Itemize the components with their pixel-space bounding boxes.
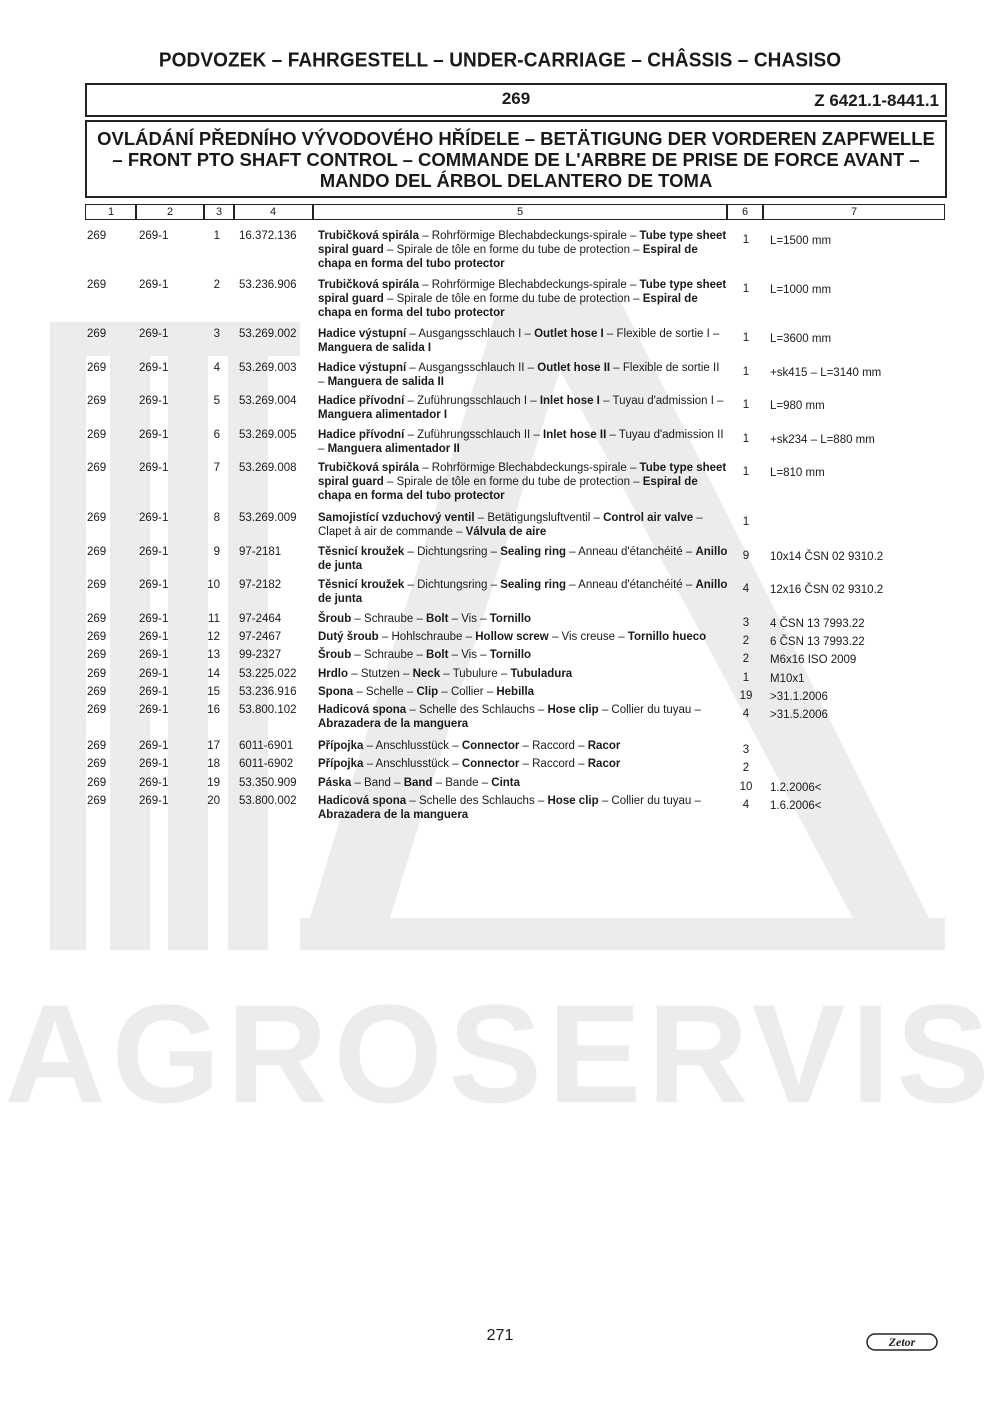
row-subgroup: 269-1 bbox=[139, 512, 169, 524]
section-title-box bbox=[85, 120, 947, 198]
column-header-7: 7 bbox=[763, 204, 945, 220]
description-term: Válvula de aire bbox=[465, 526, 547, 538]
zetor-logo-text: Zetor bbox=[888, 1335, 916, 1349]
description-text: – Bande – bbox=[432, 777, 492, 789]
row-part-number: 53.269.002 bbox=[239, 328, 297, 340]
row-note: +sk415 – L=3140 mm bbox=[770, 367, 882, 379]
description-term: Páska bbox=[318, 777, 352, 789]
description-term: Hadice výstupní bbox=[318, 362, 407, 374]
description-term: Cinta bbox=[491, 777, 521, 789]
row-quantity: 10 bbox=[739, 781, 753, 793]
description-term: Trubičková spirála bbox=[318, 230, 419, 242]
model-code: Z 6421.1-8441.1 bbox=[814, 91, 939, 110]
description-term: Přípojka bbox=[318, 758, 364, 770]
row-part-number: 97-2181 bbox=[239, 546, 282, 558]
description-term: Hadice výstupní bbox=[318, 328, 407, 340]
row-description bbox=[318, 545, 728, 573]
description-term: Bolt bbox=[426, 649, 449, 661]
row-description bbox=[318, 394, 728, 422]
row-description bbox=[318, 278, 728, 320]
row-part-number: 53.225.022 bbox=[239, 668, 297, 680]
description-term: Tube type sheet spiral guard bbox=[318, 462, 727, 488]
column-header-5: 5 bbox=[313, 204, 727, 220]
row-description bbox=[318, 461, 728, 503]
description-term: Inlet hose I bbox=[539, 395, 600, 407]
description-text: – Tubulure – bbox=[440, 668, 511, 680]
description-term: Těsnicí kroužek bbox=[318, 546, 405, 558]
description-term: Manguera alimentador I bbox=[318, 409, 448, 421]
row-group: 269 bbox=[87, 462, 107, 474]
column-header-4: 4 bbox=[233, 204, 313, 220]
description-term: Espiral de chapa en forma del tubo protector bbox=[318, 244, 698, 270]
row-part-number: 97-2467 bbox=[239, 631, 282, 643]
row-note: L=810 mm bbox=[770, 467, 825, 479]
row-quantity: 3 bbox=[742, 744, 750, 756]
description-term: Inlet hose II bbox=[543, 429, 607, 441]
row-group: 269 bbox=[87, 631, 107, 643]
description-term: Sealing ring bbox=[500, 579, 567, 591]
description-text: – Spirale de tôle en forme du tube de protection – bbox=[383, 476, 643, 488]
row-position: 6 bbox=[213, 429, 220, 441]
row-position: 12 bbox=[207, 631, 220, 643]
description-text: – Hohlschraube – bbox=[378, 631, 476, 643]
row-group: 269 bbox=[87, 777, 107, 789]
description-text: – Dichtungsring – bbox=[404, 579, 501, 591]
row-position: 10 bbox=[207, 579, 220, 591]
description-text: – Schelle – bbox=[353, 686, 417, 698]
description-term: Šroub bbox=[318, 613, 352, 625]
row-position: 14 bbox=[207, 668, 220, 680]
row-note: L=1000 mm bbox=[770, 284, 832, 296]
row-part-number: 53.269.003 bbox=[239, 362, 297, 374]
row-subgroup: 269-1 bbox=[139, 686, 169, 698]
row-note: >31.5.2006 bbox=[770, 709, 828, 721]
zetor-logo bbox=[866, 1333, 938, 1351]
row-subgroup: 269-1 bbox=[139, 362, 169, 374]
page-header-title: PODVOZEK – FAHRGESTELL – UNDER-CARRIAGE – CHÂSSIS – CHASISO bbox=[158, 49, 842, 72]
row-part-number: 97-2464 bbox=[239, 613, 282, 625]
row-part-number: 6011-6902 bbox=[239, 758, 294, 770]
row-description bbox=[318, 739, 728, 753]
row-subgroup: 269-1 bbox=[139, 704, 169, 716]
group-header-box bbox=[85, 83, 947, 117]
description-term: Clip bbox=[416, 686, 439, 698]
row-position: 19 bbox=[207, 777, 220, 789]
row-position: 15 bbox=[207, 686, 220, 698]
row-quantity: 1 bbox=[742, 399, 750, 411]
row-group: 269 bbox=[87, 279, 107, 291]
description-text: – Anschlusstück – bbox=[363, 740, 462, 752]
row-note: 1.6.2006< bbox=[770, 800, 822, 812]
description-term: Spona bbox=[318, 686, 354, 698]
row-position: 3 bbox=[213, 328, 220, 340]
row-description bbox=[318, 630, 728, 644]
description-term: Neck bbox=[412, 668, 441, 680]
row-quantity: 2 bbox=[742, 635, 750, 647]
row-note: 12x16 ČSN 02 9310.2 bbox=[770, 584, 884, 596]
row-subgroup: 269-1 bbox=[139, 613, 169, 625]
row-quantity: 1 bbox=[742, 516, 750, 528]
row-subgroup: 269-1 bbox=[139, 279, 169, 291]
description-text: – Schraube – bbox=[351, 613, 427, 625]
description-text: – Spirale de tôle en forme du tube de protection – bbox=[383, 244, 643, 256]
description-term: Espiral de chapa en forma del tubo protector bbox=[318, 293, 698, 319]
row-note: 6 ČSN 13 7993.22 bbox=[770, 636, 865, 648]
row-part-number: 53.800.002 bbox=[239, 795, 297, 807]
description-term: Hadicová spona bbox=[318, 795, 407, 807]
description-text: – Anneau d'étanchéité – bbox=[566, 546, 696, 558]
row-position: 20 bbox=[207, 795, 220, 807]
row-position: 8 bbox=[213, 512, 220, 524]
description-term: Přípojka bbox=[318, 740, 364, 752]
description-term: Connector bbox=[461, 740, 520, 752]
description-text: – Dichtungsring – bbox=[404, 546, 501, 558]
column-header-1: 1 bbox=[85, 204, 137, 220]
row-quantity: 4 bbox=[742, 708, 750, 720]
row-position: 5 bbox=[213, 395, 220, 407]
description-text: – Schelle des Schlauchs – bbox=[406, 704, 548, 716]
description-term: Manguera alimentador II bbox=[327, 443, 460, 455]
row-description bbox=[318, 511, 728, 539]
description-term: Tube type sheet spiral guard bbox=[318, 230, 727, 256]
row-group: 269 bbox=[87, 230, 107, 242]
description-term: Tubuladura bbox=[510, 668, 573, 680]
column-header-2: 2 bbox=[135, 204, 205, 220]
description-term: Hrdlo bbox=[318, 668, 349, 680]
description-text: – Ausgangsschlauch II – bbox=[406, 362, 538, 374]
description-term: Tornillo bbox=[489, 649, 532, 661]
row-quantity: 4 bbox=[742, 799, 750, 811]
row-subgroup: 269-1 bbox=[139, 668, 169, 680]
row-group: 269 bbox=[87, 649, 107, 661]
description-text: – Tuyau d'admission I – bbox=[599, 395, 724, 407]
row-quantity: 1 bbox=[742, 433, 750, 445]
row-group: 269 bbox=[87, 579, 107, 591]
row-position: 11 bbox=[208, 613, 220, 625]
row-note: L=980 mm bbox=[770, 400, 825, 412]
row-description bbox=[318, 648, 728, 662]
row-subgroup: 269-1 bbox=[139, 429, 169, 441]
row-quantity: 1 bbox=[742, 234, 750, 246]
row-position: 16 bbox=[207, 704, 220, 716]
row-subgroup: 269-1 bbox=[139, 649, 169, 661]
description-term: Trubičková spirála bbox=[318, 462, 419, 474]
row-quantity: 2 bbox=[742, 762, 750, 774]
description-term: Hose clip bbox=[547, 795, 599, 807]
description-text: – Collier – bbox=[438, 686, 497, 698]
row-group: 269 bbox=[87, 686, 107, 698]
row-subgroup: 269-1 bbox=[139, 795, 169, 807]
row-group: 269 bbox=[87, 704, 107, 716]
group-number: 269 bbox=[501, 89, 531, 108]
description-text: – Rohrförmige Blechabdeckungs-spirale – bbox=[419, 279, 640, 291]
row-quantity: 1 bbox=[742, 466, 750, 478]
row-group: 269 bbox=[87, 740, 107, 752]
description-term: Connector bbox=[461, 758, 520, 770]
description-text: – Vis – bbox=[448, 613, 490, 625]
row-quantity: 2 bbox=[742, 653, 750, 665]
row-subgroup: 269-1 bbox=[139, 328, 169, 340]
description-text: – Zuführungsschlauch I – bbox=[404, 395, 540, 407]
row-position: 2 bbox=[213, 279, 220, 291]
row-group: 269 bbox=[87, 613, 107, 625]
row-quantity: 9 bbox=[742, 550, 750, 562]
description-term: Abrazadera de la manguera bbox=[318, 718, 469, 730]
description-text: – Anneau d'étanchéité – bbox=[566, 579, 696, 591]
row-position: 13 bbox=[207, 649, 220, 661]
row-part-number: 53.269.009 bbox=[239, 512, 297, 524]
row-group: 269 bbox=[87, 546, 107, 558]
description-term: Racor bbox=[587, 740, 621, 752]
description-term: Outlet hose I bbox=[534, 328, 604, 340]
row-description bbox=[318, 361, 728, 389]
description-text: – Flexible de sortie II – bbox=[318, 362, 720, 388]
row-subgroup: 269-1 bbox=[139, 230, 169, 242]
description-term: Hadice přívodní bbox=[318, 429, 405, 441]
page-number: 271 bbox=[486, 1327, 514, 1344]
row-group: 269 bbox=[87, 328, 107, 340]
row-description bbox=[318, 757, 728, 771]
row-description bbox=[318, 428, 728, 456]
row-position: 17 bbox=[207, 740, 220, 752]
row-group: 269 bbox=[87, 512, 107, 524]
description-term: Abrazadera de la manguera bbox=[318, 809, 469, 821]
row-subgroup: 269-1 bbox=[139, 740, 169, 752]
row-position: 4 bbox=[213, 362, 220, 374]
description-text: – Schelle des Schlauchs – bbox=[406, 795, 548, 807]
row-part-number: 53.236.916 bbox=[239, 686, 297, 698]
row-part-number: 53.269.004 bbox=[239, 395, 297, 407]
description-term: Outlet hose II bbox=[537, 362, 611, 374]
row-note: 1.2.2006< bbox=[770, 782, 822, 794]
row-part-number: 16.372.136 bbox=[239, 230, 297, 242]
description-term: Těsnicí kroužek bbox=[318, 579, 405, 591]
row-part-number: 97-2182 bbox=[239, 579, 282, 591]
description-text: – Vis – bbox=[448, 649, 490, 661]
description-text: – Band – bbox=[351, 777, 404, 789]
row-position: 7 bbox=[213, 462, 220, 474]
row-group: 269 bbox=[87, 758, 107, 770]
description-term: Bolt bbox=[426, 613, 449, 625]
description-text: – Collier du tuyau – bbox=[598, 795, 701, 807]
description-text: – Betätigungsluftventil – bbox=[474, 512, 604, 524]
description-term: Tornillo bbox=[489, 613, 532, 625]
row-quantity: 1 bbox=[742, 672, 750, 684]
description-text: – Raccord – bbox=[519, 740, 588, 752]
row-part-number: 53.350.909 bbox=[239, 777, 297, 789]
column-header-3: 3 bbox=[203, 204, 235, 220]
description-term: Espiral de chapa en forma del tubo protector bbox=[318, 476, 698, 502]
description-text: – Stutzen – bbox=[348, 668, 413, 680]
row-note: >31.1.2006 bbox=[770, 691, 828, 703]
description-text: – Ausgangsschlauch I – bbox=[406, 328, 535, 340]
section-title: OVLÁDÁNÍ PŘEDNÍHO VÝVODOVÉHO HŘÍDELE – BETÄTIGUNG DER VORDEREN ZAPFWELLE – FRONT PTO SHAFT CONTROL – COMMANDE DE L'ARBRE DE PRISE DE FORCE AVANT – MANDO DEL ÁRBOL DELANTERO DE TOMA bbox=[97, 128, 935, 191]
description-text: – Rohrförmige Blechabdeckungs-spirale – bbox=[419, 462, 640, 474]
description-text: – Tuyau d'admission II – bbox=[318, 429, 724, 455]
row-position: 1 bbox=[213, 230, 220, 242]
description-text: – Anschlusstück – bbox=[363, 758, 462, 770]
description-text: – Collier du tuyau – bbox=[598, 704, 701, 716]
row-note: 4 ČSN 13 7993.22 bbox=[770, 618, 865, 630]
row-description bbox=[318, 776, 728, 790]
row-subgroup: 269-1 bbox=[139, 579, 169, 591]
row-quantity: 1 bbox=[742, 283, 750, 295]
description-text: – Zuführungsschlauch II – bbox=[404, 429, 543, 441]
description-text: – Vis creuse – bbox=[548, 631, 628, 643]
row-part-number: 99-2327 bbox=[239, 649, 282, 661]
description-term: Hadice přívodní bbox=[318, 395, 405, 407]
row-description bbox=[318, 667, 728, 681]
description-term: Hebilla bbox=[496, 686, 535, 698]
row-group: 269 bbox=[87, 362, 107, 374]
description-term: Šroub bbox=[318, 649, 352, 661]
description-text: – Spirale de tôle en forme du tube de protection – bbox=[383, 293, 643, 305]
row-description bbox=[318, 578, 728, 606]
row-subgroup: 269-1 bbox=[139, 462, 169, 474]
row-note: L=1500 mm bbox=[770, 235, 832, 247]
column-header-6: 6 bbox=[727, 204, 763, 220]
row-subgroup: 269-1 bbox=[139, 631, 169, 643]
description-term: Hadicová spona bbox=[318, 704, 407, 716]
description-term: Racor bbox=[587, 758, 621, 770]
row-quantity: 1 bbox=[742, 366, 750, 378]
row-note: M6x16 ISO 2009 bbox=[770, 654, 857, 666]
row-subgroup: 269-1 bbox=[139, 546, 169, 558]
row-note: 10x14 ČSN 02 9310.2 bbox=[770, 551, 884, 563]
row-note: +sk234 – L=880 mm bbox=[770, 434, 875, 446]
description-term: Tornillo hueco bbox=[627, 631, 707, 643]
description-term: Sealing ring bbox=[500, 546, 567, 558]
row-quantity: 4 bbox=[742, 583, 750, 595]
row-subgroup: 269-1 bbox=[139, 758, 169, 770]
row-group: 269 bbox=[87, 429, 107, 441]
row-description bbox=[318, 327, 728, 355]
description-text: – Schraube – bbox=[351, 649, 427, 661]
description-term: Anillo de junta bbox=[318, 546, 728, 572]
row-quantity: 19 bbox=[739, 690, 753, 702]
row-note: L=3600 mm bbox=[770, 333, 832, 345]
row-position: 18 bbox=[207, 758, 220, 770]
row-subgroup: 269-1 bbox=[139, 777, 169, 789]
row-description bbox=[318, 612, 728, 626]
row-part-number: 53.269.008 bbox=[239, 462, 297, 474]
row-description bbox=[318, 703, 728, 731]
description-text: – Clapet à air de commande – bbox=[318, 512, 703, 538]
row-part-number: 53.269.005 bbox=[239, 429, 297, 441]
description-text: – Rohrförmige Blechabdeckungs-spirale – bbox=[419, 230, 640, 242]
description-term: Samojistící vzduchový ventil bbox=[318, 512, 475, 524]
description-term: Hollow screw bbox=[475, 631, 549, 643]
description-term: Control air valve bbox=[603, 512, 694, 524]
row-part-number: 53.800.102 bbox=[239, 704, 297, 716]
description-term: Manguera de salida II bbox=[327, 376, 444, 388]
row-description bbox=[318, 794, 728, 822]
row-group: 269 bbox=[87, 795, 107, 807]
description-term: Manguera de salida I bbox=[318, 342, 432, 354]
row-part-number: 53.236.906 bbox=[239, 279, 297, 291]
description-term: Band bbox=[403, 777, 433, 789]
row-position: 9 bbox=[213, 546, 220, 558]
row-note: M10x1 bbox=[770, 673, 805, 685]
description-term: Tube type sheet spiral guard bbox=[318, 279, 727, 305]
row-part-number: 6011-6901 bbox=[239, 740, 294, 752]
description-text: – Flexible de sortie I – bbox=[603, 328, 720, 340]
row-description bbox=[318, 229, 728, 271]
description-term: Hose clip bbox=[547, 704, 599, 716]
row-group: 269 bbox=[87, 668, 107, 680]
description-text: – Raccord – bbox=[519, 758, 588, 770]
row-description bbox=[318, 685, 728, 699]
description-term: Anillo de junta bbox=[318, 579, 728, 605]
row-subgroup: 269-1 bbox=[139, 395, 169, 407]
description-term: Trubičková spirála bbox=[318, 279, 419, 291]
row-quantity: 3 bbox=[742, 617, 750, 629]
column-header-row bbox=[85, 204, 945, 220]
description-term: Dutý šroub bbox=[318, 631, 379, 643]
row-quantity: 1 bbox=[742, 332, 750, 344]
row-group: 269 bbox=[87, 395, 107, 407]
watermark-text: AGROSERVIS bbox=[4, 975, 996, 1132]
